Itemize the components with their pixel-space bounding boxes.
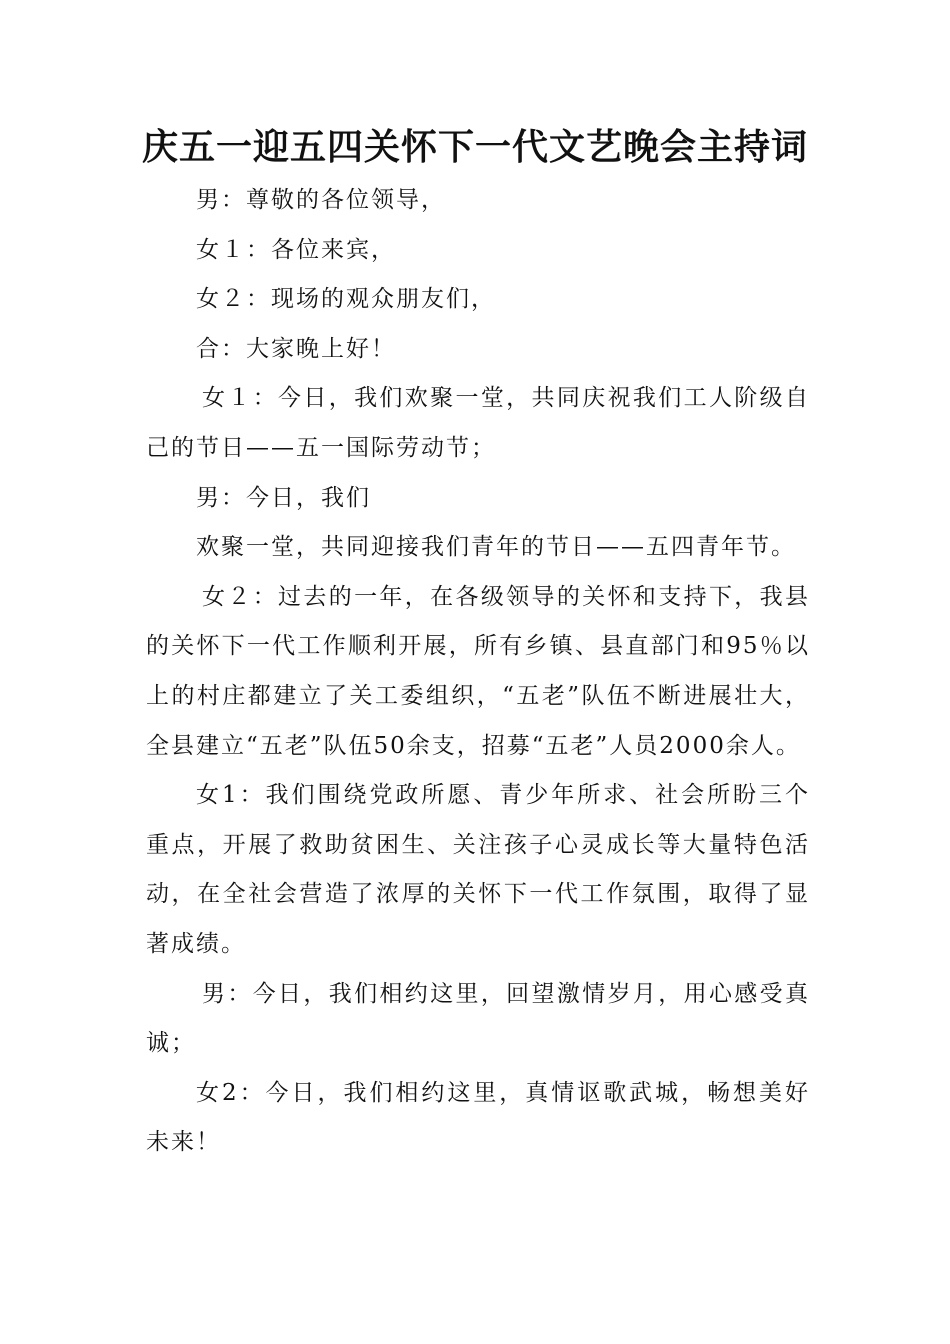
paragraph: 女2：今日，我们相约这里，真情讴歌武城，畅想美好未来！ — [146, 1079, 810, 1156]
paragraph: 女１：今日，我们欢聚一堂，共同庆祝我们工人阶级自己的节日——五一国际劳动节； — [146, 385, 810, 461]
paragraph: 男：尊敬的各位领导， — [196, 187, 446, 213]
paragraph: 合：大家晚上好！ — [196, 335, 396, 362]
paragraph: 女２：现场的观众朋友们， — [196, 286, 496, 313]
paragraph: 女２：过去的一年，在各级领导的关怀和支持下，我县的关怀下一代工作顺利开展，所有乡镇、县直部门和95％以上的村庄都建立了关工委组织，“五老”队伍不断进展壮大，全县建立“五老”队伍50余支，招募“五老”人员2000余人。 — [146, 583, 810, 759]
paragraph: 女1：我们围绕党政所愿、青少年所求、社会所盼三个重点，开展了救助贫困生、关注孩子心灵成长等大量特色活动，在全社会营造了浓厚的关怀下一代工作氛围，取得了显著成绩。 — [146, 782, 810, 957]
paragraph: 女１：各位来宾， — [196, 236, 396, 263]
paragraph: 欢聚一堂，共同迎接我们青年的节日——五四青年节。 — [196, 534, 796, 561]
document-title: 庆五一迎五四关怀下一代文艺晚会主持词 — [141, 127, 808, 168]
paragraph: 男：今日，我们 — [196, 484, 371, 511]
document-body — [146, 176, 810, 1168]
paragraph: 男：今日，我们相约这里，回望激情岁月，用心感受真诚； — [146, 980, 810, 1057]
